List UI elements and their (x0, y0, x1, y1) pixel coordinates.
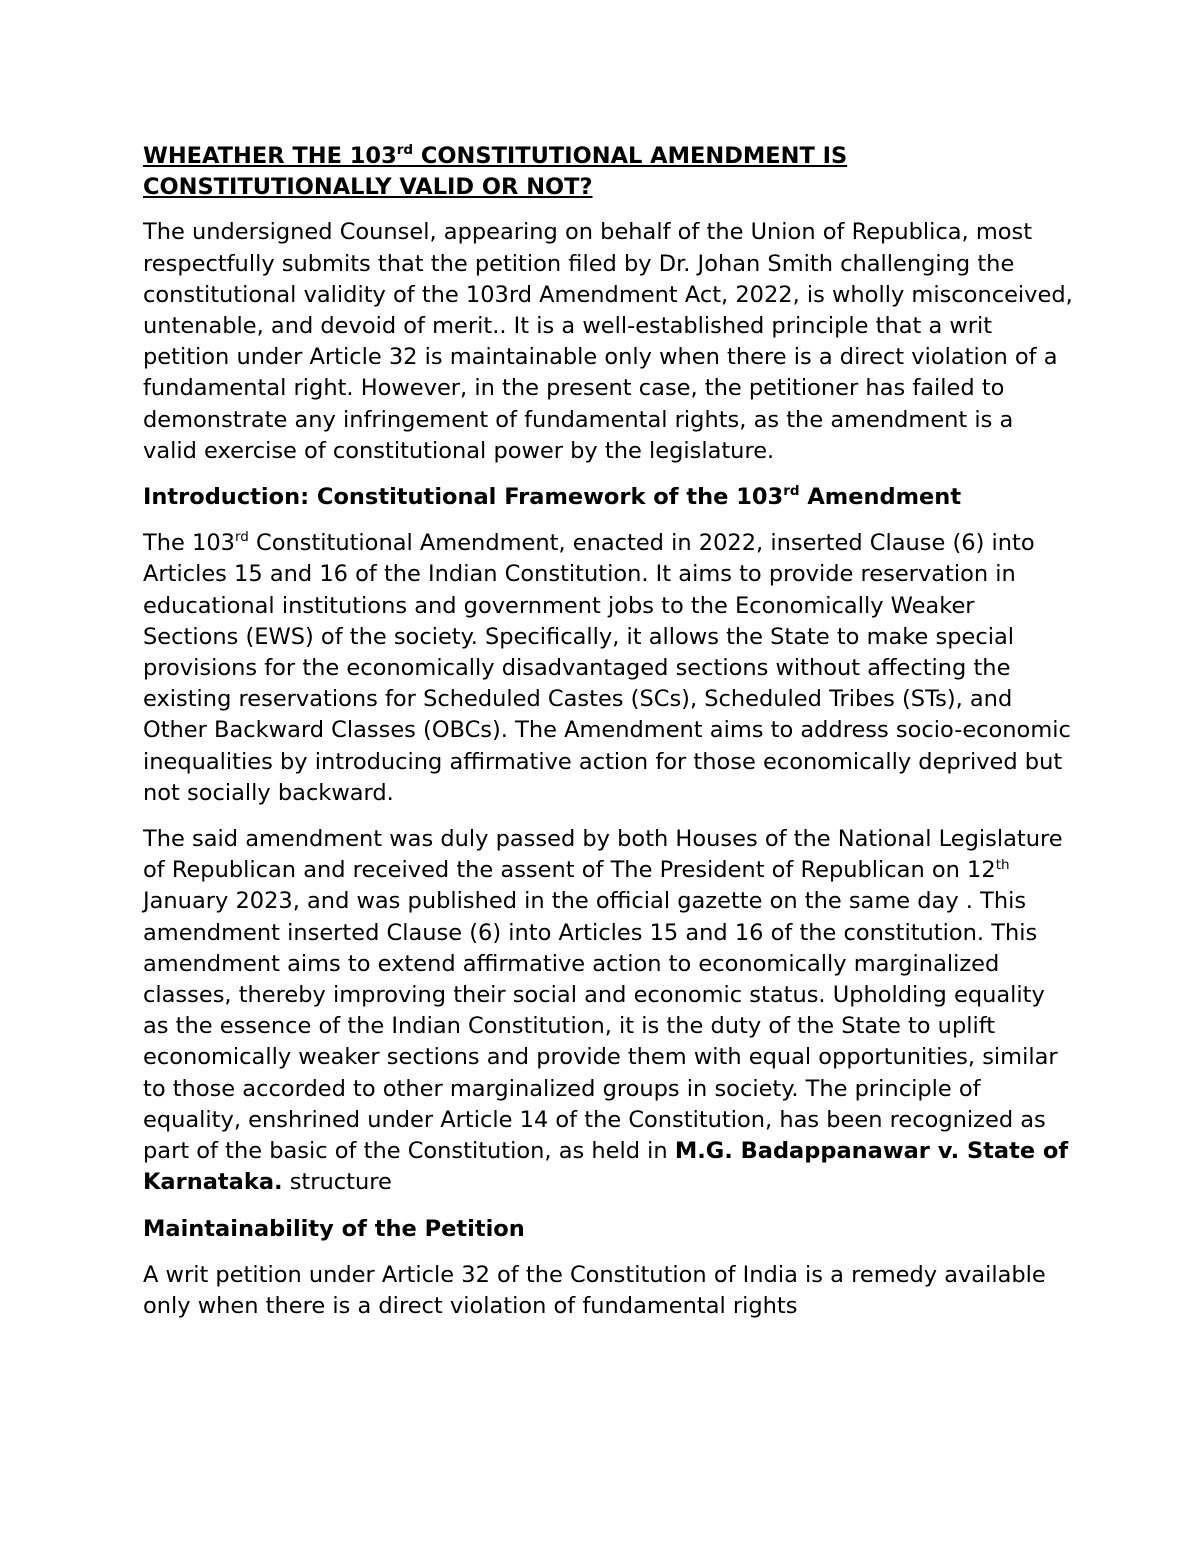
section1-heading-part1: Introduction: Constitutional Framework of the 103 (143, 484, 784, 511)
document-title (143, 141, 1073, 203)
case-citation: M.G. Badappanawar v. State of Karnataka. (143, 1138, 1069, 1196)
passage-text-part2: January 2023, and was published in the official gazette on the same day . This amendment inserted Clause (6) into Articles 15 and 16 of the constitution. This amendment aims to extend affirmative action to economically marginalized classes, thereby improving their social and economic status. Upholding equality as the essence of the Indian Constitution, it is the duty of the State to uplift economically weaker sections and provide them with equal opportunities, similar to those accorded to other marginalized groups in society. The principle of equality, enshrined under Article 14 of the Constitution, has been recognized as part of the basic of the Constitution, as held in (143, 888, 1058, 1165)
framework-text-part1: The 103 (143, 530, 235, 557)
framework-text-part2: Constitutional Amendment, enacted in 2022, inserted Clause (6) into Articles 15 and 16 of the Indian Constitution. It aims to provide reservation in educational institutions and government jobs to the Economically Weaker Sections (EWS) of the society. Specifically, it allows the State to make special provisions for the economically disadvantaged sections without affecting the existing reservations for Scheduled Castes (SCs), Scheduled Tribes (STs), and Other Backward Classes (OBCs). The Amendment aims to address socio-economic inequalities by introducing affirmative action for those economically deprived but not socially backward. (143, 530, 1071, 806)
title-text-part2: CONSTITUTIONAL AMENDMENT IS (413, 143, 848, 169)
passage-superscript: th (995, 856, 1010, 873)
maintainability-paragraph: A writ petition under Article 32 of the Constitution of India is a remedy available only when there is a direct violation of fundamental rights (143, 1261, 1046, 1319)
intro-paragraph: The undersigned Counsel, appearing on behalf of the Union of Republica, most respectfully submits that the petition filed by Dr. Johan Smith challenging the constitutional validity of the 103rd Amendment Act, 2022, is wholly misconceived, untenable, and devoid of merit.. It is a well-established principle that a writ petition under Article 32 is maintainable only when there is a direct violation of a fundamental right. However, in the present case, the petitioner has failed to demonstrate any infringement of fundamental rights, as the amendment is a valid exercise of constitutional power by the legislature. (143, 219, 1073, 464)
passage-text-part3: structure (282, 1169, 392, 1196)
document-page (143, 141, 1073, 1337)
title-text-part1: WHEATHER THE 103 (143, 143, 397, 169)
passage-paragraph (143, 824, 1073, 1198)
title-text-part3: CONSTITUTIONALLY VALID OR NOT? (143, 174, 593, 201)
framework-superscript: rd (234, 529, 249, 546)
section1-heading-part2: Amendment (799, 484, 962, 511)
framework-paragraph (143, 528, 1073, 809)
title-superscript: rd (396, 142, 414, 159)
section1-heading-superscript: rd (783, 483, 800, 500)
passage-text-part1: The said amendment was duly passed by both Houses of the National Legislature of Republican and received the assent of The President of Republican on 12 (143, 826, 1063, 884)
section-heading-introduction (143, 482, 1073, 513)
section-heading-maintainability: Maintainability of the Petition (143, 1215, 525, 1242)
